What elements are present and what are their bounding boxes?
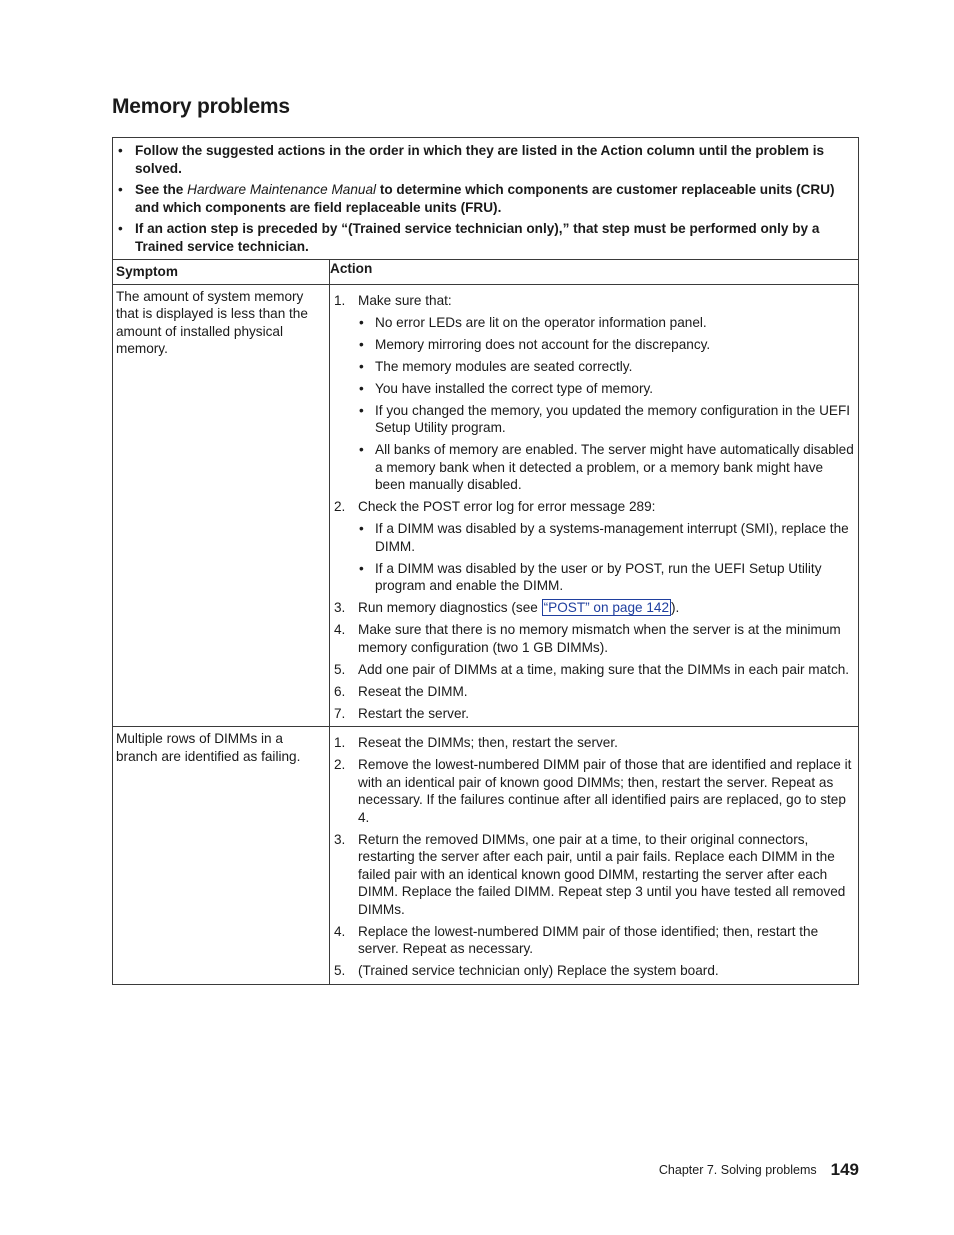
step-number: 5. <box>334 963 346 978</box>
chapter-label: Chapter 7. Solving problems <box>658 1163 817 1177</box>
step-text: Replace the lowest-numbered DIMM pair of those identified; then, restart the server. Repeat as necessary. <box>358 923 819 956</box>
step-text: Check the POST error log for error message 289: <box>358 499 656 514</box>
bullet-icon: • <box>359 336 364 352</box>
step-number: 2. <box>334 499 346 514</box>
page-footer <box>659 1160 859 1180</box>
step-item <box>334 831 855 919</box>
step-item <box>334 705 855 723</box>
sub-steps <box>358 314 855 494</box>
bullet-icon: • <box>359 560 364 576</box>
step-number: 2. <box>334 757 346 772</box>
bullet-icon: • <box>118 182 123 197</box>
sub-step-item <box>358 520 855 555</box>
step-number: 3. <box>334 831 346 847</box>
action-cell <box>330 284 859 727</box>
step-item <box>334 923 855 958</box>
step-text: Add one pair of DIMMs at a time, making sure that the DIMMs in each pair match. <box>358 661 850 677</box>
post-page-link[interactable]: “POST” on page 142 <box>543 600 670 615</box>
sub-step-text: If a DIMM was disabled by a systems-management interrupt (SMI), replace the DIMM. <box>375 521 849 554</box>
step-item <box>334 661 855 679</box>
note-text: Follow the suggested actions in the order in which they are listed in the Action column until the problem is solved. <box>135 143 825 176</box>
sub-step-item <box>358 441 855 494</box>
note-text-post: to determine which components are customer replaceable units (CRU) and which components are field replaceable units (FRU). <box>135 182 835 215</box>
sub-step-text: All banks of memory are enabled. The server might have automatically disabled a memory bank when it detected a problem, or a memory bank might have been manually disabled. <box>375 442 854 492</box>
step-text-after: ). <box>671 600 680 615</box>
symptom-cell: The amount of system memory that is displayed is less than the amount of installed physical memory. <box>113 284 330 727</box>
notes-cell <box>113 138 859 260</box>
step-text: Return the removed DIMMs, one pair at a time, to their original connectors, restarting the server after each pair, until a pair fails. Replace each DIMM in the failed pair with an identical known good DIMM, restarting the server after each DIMM. Replace the failed DIMM. Repeat step 3 until you have tested all removed DIMMs. <box>358 831 846 917</box>
step-number: 1. <box>334 292 346 308</box>
step-number: 4. <box>334 622 346 637</box>
notes-row <box>113 138 859 260</box>
sub-step-text: No error LEDs are lit on the operator information panel. <box>375 314 707 330</box>
step-item <box>334 498 855 595</box>
step-text: Make sure that there is no memory mismatch when the server is at the minimum memory configuration (two 1 GB DIMMs). <box>358 622 841 655</box>
sub-step-item <box>358 336 855 354</box>
note-item <box>116 142 852 177</box>
sub-steps <box>358 520 855 595</box>
step-item <box>334 599 855 617</box>
action-steps <box>334 292 855 723</box>
sub-step-text: Memory mirroring does not account for the discrepancy. <box>375 336 711 352</box>
header-row <box>113 260 859 285</box>
action-cell <box>330 727 859 985</box>
note-item <box>116 181 852 216</box>
table-row <box>113 284 859 727</box>
memory-problems-table <box>112 137 859 985</box>
bullet-icon: • <box>359 521 364 536</box>
bullet-icon: • <box>118 221 123 236</box>
step-item <box>334 734 855 752</box>
bullet-icon: • <box>359 402 364 418</box>
note-text: If an action step is preceded by “(Trained service technician only),” that step must be performed only by a Trained service technician. <box>135 221 820 254</box>
sub-step-text: You have installed the correct type of memory. <box>375 380 654 396</box>
step-item <box>334 621 855 656</box>
sub-step-text: If a DIMM was disabled by the user or by POST, run the UEFI Setup Utility program and enable the DIMM. <box>375 560 822 593</box>
note-text-pre: See the <box>135 182 188 197</box>
step-number: 7. <box>334 705 346 721</box>
step-text: Restart the server. <box>358 705 470 721</box>
step-text: Reseat the DIMM. <box>358 683 468 699</box>
step-item <box>334 683 855 701</box>
step-number: 6. <box>334 683 346 699</box>
bullet-icon: • <box>118 143 123 158</box>
step-text: Reseat the DIMMs; then, restart the server. <box>358 735 618 750</box>
sub-step-item <box>358 560 855 595</box>
sub-step-text: The memory modules are seated correctly. <box>375 358 633 374</box>
page-number: 149 <box>830 1160 859 1179</box>
step-text: Run memory diagnostics (see <box>358 600 542 615</box>
sub-step-item <box>358 358 855 376</box>
step-item <box>334 962 855 980</box>
sub-step-item <box>358 314 855 332</box>
sub-step-item <box>358 380 855 398</box>
bullet-icon: • <box>359 380 364 396</box>
manual-title: Hardware Maintenance Manual <box>187 182 377 197</box>
step-number: 3. <box>334 600 346 615</box>
table-row <box>113 727 859 985</box>
sub-step-text: If you changed the memory, you updated the memory configuration in the UEFI Setup Utility program. <box>375 402 851 435</box>
page-title: Memory problems <box>112 95 290 118</box>
header-action: Action <box>330 260 859 285</box>
step-number: 5. <box>334 661 346 677</box>
step-text: (Trained service technician only) Replace the system board. <box>358 963 719 978</box>
note-item <box>116 220 852 255</box>
step-item <box>334 756 855 826</box>
bullet-icon: • <box>359 358 364 374</box>
header-symptom: Symptom <box>113 260 330 285</box>
symptom-cell: Multiple rows of DIMMs in a branch are identified as failing. <box>113 727 330 985</box>
step-number: 4. <box>334 923 346 939</box>
step-item <box>334 292 855 494</box>
step-text: Remove the lowest-numbered DIMM pair of those that are identified and replace it with an identical pair of known good DIMMs; then, restart the server. Repeat as necessary. If the failures continue after all identified pairs are replaced, go to step 4. <box>358 757 852 825</box>
sub-step-item <box>358 402 855 437</box>
bullet-icon: • <box>359 442 364 457</box>
bullet-icon: • <box>359 314 364 330</box>
step-number: 1. <box>334 735 346 750</box>
action-steps <box>334 734 855 980</box>
step-text: Make sure that: <box>358 292 452 308</box>
